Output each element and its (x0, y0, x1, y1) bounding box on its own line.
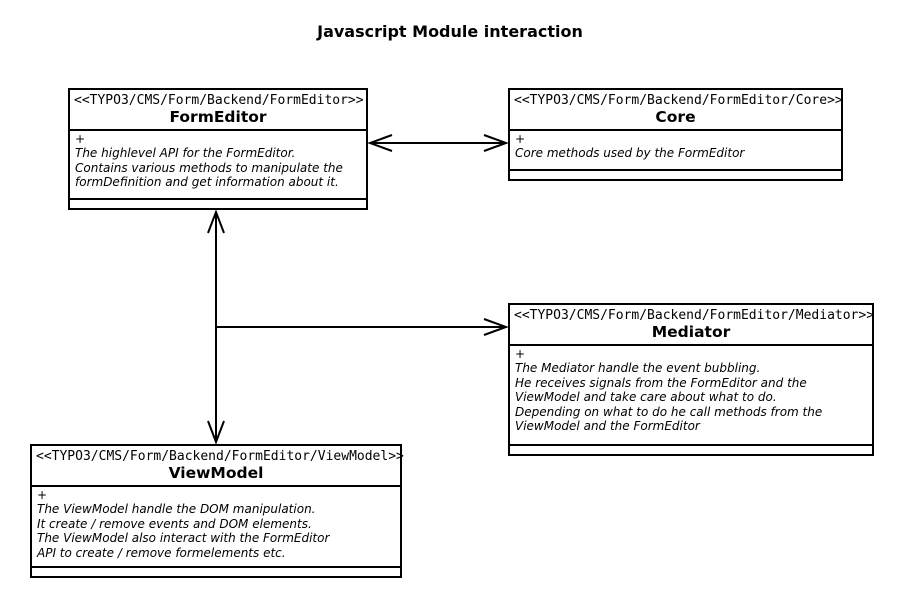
formeditor-core-arrow (370, 135, 506, 151)
core-name: Core (655, 108, 696, 126)
description-line: Core methods used by the FormEditor (515, 146, 745, 160)
core-description-compartment (510, 131, 841, 169)
core-title-compartment (510, 90, 841, 131)
mediator-name: Mediator (651, 323, 731, 341)
mediator-description-compartment (510, 346, 872, 444)
class-box-viewmodel (30, 444, 402, 578)
description-line: ViewModel and take care about what to do. (515, 390, 777, 404)
mediator-visibility: + (515, 347, 526, 361)
mediator-stereotype: <<TYPO3/CMS/Form/Backend/FormEditor/Mediator>> (514, 308, 875, 323)
core-methods-compartment (510, 169, 841, 179)
description-line: The highlevel API for the FormEditor. (75, 146, 296, 160)
diagram-title: Javascript Module interaction (317, 22, 583, 41)
formeditor-description (75, 146, 361, 190)
description-line: Depending on what to do he call methods from the (515, 404, 823, 419)
core-stereotype: <<TYPO3/CMS/Form/Backend/FormEditor/Core>> (514, 93, 843, 108)
formeditor-description-compartment (70, 131, 366, 198)
formeditor-viewmodel-arrow (208, 212, 224, 442)
formeditor-stereotype: <<TYPO3/CMS/Form/Backend/FormEditor>> (74, 93, 364, 108)
description-line: ViewModel and the FormEditor (515, 419, 700, 433)
viewmodel-visibility: + (37, 488, 48, 502)
formeditor-methods-compartment (70, 198, 366, 208)
description-line: The Mediator handle the event bubbling. (515, 361, 761, 375)
description-line: Contains various methods to manipulate the (75, 160, 343, 175)
mediator-methods-compartment (510, 444, 872, 454)
class-box-mediator (508, 303, 874, 456)
description-line: The ViewModel handle the DOM manipulation. (37, 502, 316, 516)
mediator-description (515, 361, 867, 434)
core-description (515, 146, 836, 161)
formeditor-title-compartment (70, 90, 366, 131)
class-box-core (508, 88, 843, 181)
formeditor-name: FormEditor (169, 108, 267, 126)
description-line: He receives signals from the FormEditor and the (515, 375, 807, 390)
viewmodel-description (37, 502, 395, 560)
class-box-formeditor (68, 88, 368, 210)
viewmodel-methods-compartment (32, 566, 400, 576)
mediator-branch-arrow (216, 319, 506, 335)
viewmodel-stereotype: <<TYPO3/CMS/Form/Backend/FormEditor/ViewModel>> (36, 449, 404, 464)
viewmodel-name: ViewModel (168, 464, 264, 482)
description-line: It create / remove events and DOM elements. (37, 516, 312, 531)
description-line: formDefinition and get information about it. (75, 175, 339, 189)
viewmodel-title-compartment (32, 446, 404, 487)
formeditor-visibility: + (75, 132, 86, 146)
description-line: API to create / remove formelements etc. (37, 545, 286, 560)
core-visibility: + (515, 132, 526, 146)
description-line: The ViewModel also interact with the FormEditor (37, 531, 330, 545)
viewmodel-description-compartment (32, 487, 400, 566)
mediator-title-compartment (510, 305, 875, 346)
